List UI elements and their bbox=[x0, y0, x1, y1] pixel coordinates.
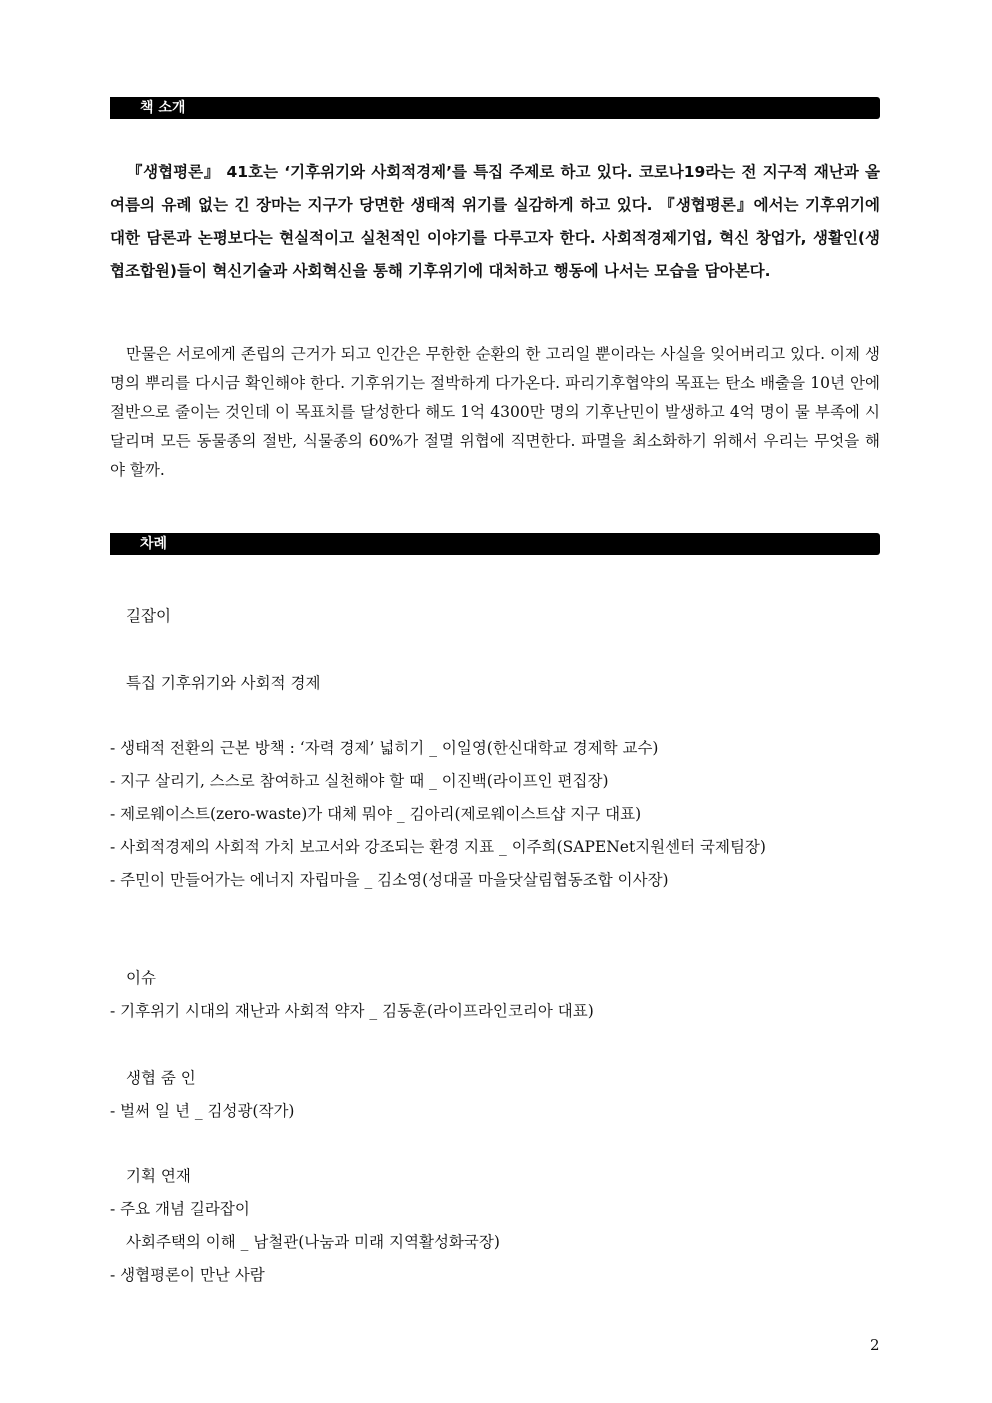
book-intro-bold-text: 『생협평론』 41호는 ‘기후위기와 사회적경제’를 특집 주제로 하고 있다. 코로나19라는 전 지구적 재난과 올여름의 유례 없는 긴 장마는 지구가 당면한 생태적 위기를 실감하게 하고 있다. 『생협평론』에서는 기후위기에 대한 담론과 논평보다는 현실적이고 실천적인 이야기를 다루고자 한다. 사회적경제기업, 혁신 창업가, 생활인(생협조합원)들이 혁신기술과 사회혁신을 통해 기후위기에 대처하고 행동에 나서는 모습을 담아본다. bbox=[110, 163, 880, 280]
book-intro-bold-paragraph bbox=[110, 156, 880, 288]
toc-series-item: - 주요 개념 길라잡이 bbox=[110, 1200, 250, 1218]
toc-zoom-in-title: 생협 줌 인 bbox=[126, 1069, 196, 1087]
toc-guide: 길잡이 bbox=[126, 607, 171, 625]
toc-heading: 차례 bbox=[140, 536, 168, 552]
toc-special-item: - 제로웨이스트(zero-waste)가 대체 뭐야 _ 김아리(제로웨이스트샵 지구 대표) bbox=[110, 805, 642, 823]
toc-series-item: - 생협평론이 만난 사람 bbox=[110, 1266, 265, 1284]
book-intro-heading-bar bbox=[110, 97, 880, 119]
toc-special-item: - 지구 살리기, 스스로 참여하고 실천해야 할 때 _ 이진백(라이프인 편집장) bbox=[110, 772, 609, 790]
toc-special-item: - 생태적 전환의 근본 방책 : ‘자력 경제’ 넓히기 _ 이일영(한신대학교 경제학 교수) bbox=[110, 739, 659, 757]
toc-special-title: 특집 기후위기와 사회적 경제 bbox=[126, 674, 321, 692]
toc-special-item: - 사회적경제의 사회적 가치 보고서와 강조되는 환경 지표 _ 이주희(SAPENet지원센터 국제팀장) bbox=[110, 838, 766, 856]
book-intro-heading: 책 소개 bbox=[140, 100, 186, 116]
toc-issue-title: 이슈 bbox=[126, 969, 156, 987]
toc-series-title: 기획 연재 bbox=[126, 1167, 191, 1185]
book-intro-plain-text: 만물은 서로에게 존립의 근거가 되고 인간은 무한한 순환의 한 고리일 뿐이라는 사실을 잊어버리고 있다. 이제 생명의 뿌리를 다시금 확인해야 한다. 기후위기는 절박하게 다가온다. 파리기후협약의 목표는 탄소 배출을 10년 안에 절반으로 줄이는 것인데 이 목표치를 달성한다 해도 1억 4300만 명의 기후난민이 발생하고 4억 명이 물 부족에 시달리며 모든 동물종의 절반, 식물종의 60%가 절멸 위협에 직면한다. 파멸을 최소화하기 위해서 우리는 무엇을 해야 할까. bbox=[110, 345, 880, 479]
toc-series-subitem: 사회주택의 이해 _ 남철관(나눔과 미래 지역활성화국장) bbox=[126, 1233, 500, 1251]
book-intro-plain-paragraph bbox=[110, 340, 880, 485]
toc-zoom-in-item: - 벌써 일 년 _ 김성광(작가) bbox=[110, 1102, 295, 1120]
toc-issue-item: - 기후위기 시대의 재난과 사회적 약자 _ 김동훈(라이프라인코리아 대표) bbox=[110, 1002, 594, 1020]
toc-heading-bar bbox=[110, 533, 880, 555]
page-number: 2 bbox=[870, 1336, 880, 1354]
toc-special-item: - 주민이 만들어가는 에너지 자립마을 _ 김소영(성대골 마을닷살림협동조합 이사장) bbox=[110, 871, 669, 889]
